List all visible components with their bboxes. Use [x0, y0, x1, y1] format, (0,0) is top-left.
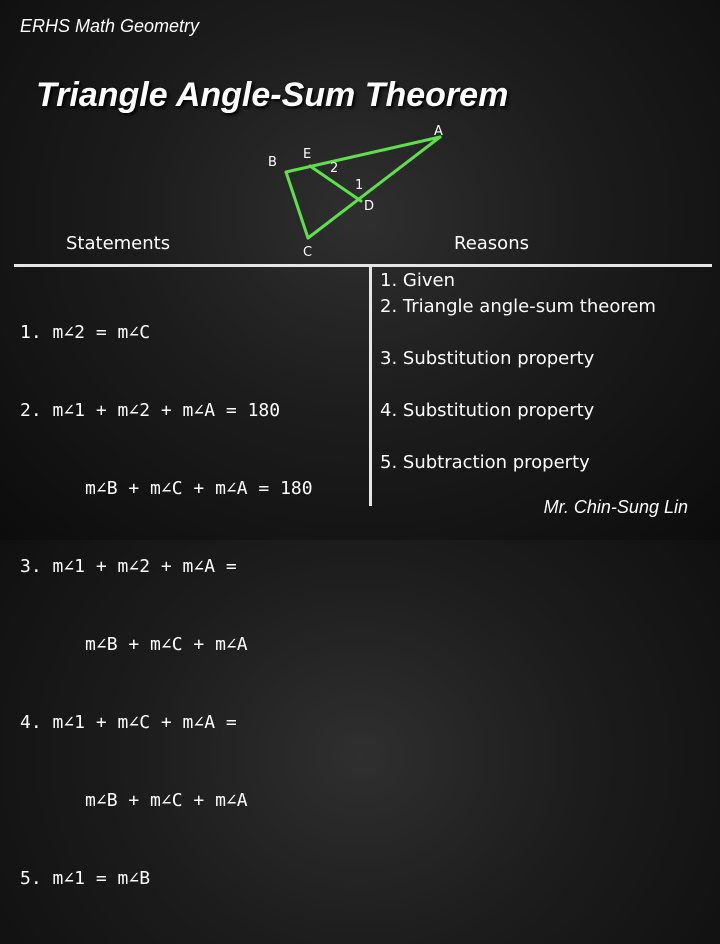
reason-line: 3. Substitution property	[380, 348, 595, 369]
statement-line: 4. m∠1 + m∠C + m∠A =	[20, 712, 237, 733]
statement-line: m∠B + m∠C + m∠A = 180	[20, 478, 313, 499]
statements-list	[20, 268, 313, 944]
reason-line: 1. Given	[380, 270, 455, 291]
reason-line: 5. Subtraction property	[380, 452, 590, 473]
table-divider-horizontal	[14, 264, 712, 267]
reasons-heading: Reasons	[454, 233, 529, 254]
label-d: D	[364, 199, 375, 214]
label-e: E	[303, 147, 312, 162]
table-divider-vertical	[369, 264, 372, 506]
reason-line: 2. Triangle angle-sum theorem	[380, 296, 656, 317]
reason-line: 4. Substitution property	[380, 400, 595, 421]
statement-line: m∠B + m∠C + m∠A	[20, 634, 248, 655]
statement-line: m∠B + m∠C + m∠A	[20, 790, 248, 811]
statement-line: 1. m∠2 = m∠C	[20, 322, 151, 343]
statement-line: 3. m∠1 + m∠2 + m∠A =	[20, 556, 237, 577]
course-header: ERHS Math Geometry	[20, 16, 200, 36]
label-b: B	[268, 155, 277, 170]
label-a: A	[434, 124, 443, 139]
author-credit: Mr. Chin-Sung Lin	[543, 497, 688, 517]
page-title: Triangle Angle-Sum Theorem	[36, 76, 509, 114]
statement-line: 5. m∠1 = m∠B	[20, 868, 151, 889]
label-angle-2: 2	[330, 161, 339, 176]
label-c: C	[303, 245, 313, 260]
statements-heading: Statements	[66, 233, 171, 254]
statement-line: 2. m∠1 + m∠2 + m∠A = 180	[20, 400, 281, 421]
segment-bc	[286, 172, 308, 238]
label-angle-1: 1	[355, 178, 364, 193]
